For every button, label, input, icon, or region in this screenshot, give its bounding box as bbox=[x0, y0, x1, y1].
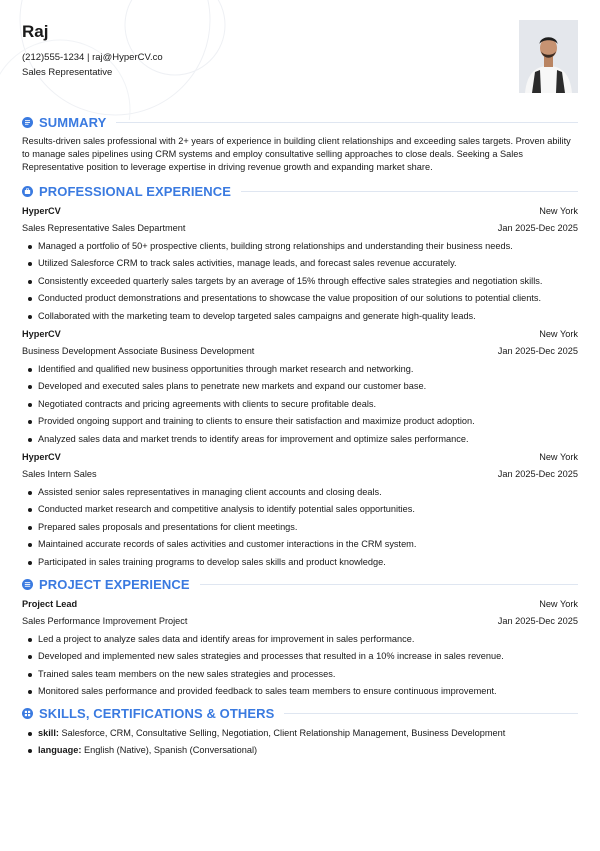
bullet-dot-icon bbox=[28, 368, 32, 372]
bullet-item bbox=[22, 631, 578, 649]
project-header bbox=[22, 596, 578, 614]
briefcase-icon bbox=[22, 186, 33, 197]
section-divider bbox=[200, 584, 578, 585]
bullet-item bbox=[22, 666, 578, 684]
bullet-item bbox=[22, 536, 578, 554]
bullet-text: Provided ongoing support and training to clients to ensure their satisfaction and maximize product adoption. bbox=[38, 416, 475, 427]
bullet-item bbox=[22, 431, 578, 449]
bullet-dot-icon bbox=[28, 280, 32, 284]
bullet-text: Developed and executed sales plans to penetrate new markets and expand our customer base. bbox=[38, 381, 427, 392]
bullet-dot-icon bbox=[28, 526, 32, 530]
bullet-item bbox=[22, 378, 578, 396]
job-header bbox=[22, 326, 578, 344]
bullet-text: Utilized Salesforce CRM to track sales activities, manage leads, and forecast sales revenue accurately. bbox=[38, 258, 457, 269]
section-header bbox=[22, 111, 578, 133]
bullet-dot-icon bbox=[28, 385, 32, 389]
bullet-text: Participated in sales training programs to develop sales skills and product knowledge. bbox=[38, 556, 386, 567]
bullet-item bbox=[22, 361, 578, 379]
bullet-dot-icon bbox=[28, 508, 32, 512]
section-divider bbox=[116, 122, 578, 123]
bullet-text: Analyzed sales data and market trends to identify areas for improvement and optimize sales performance. bbox=[38, 433, 469, 444]
bullet-dot-icon bbox=[28, 561, 32, 565]
job-entry bbox=[22, 326, 578, 449]
bullet-item bbox=[22, 413, 578, 431]
bullet-text: Conducted market research and competitive analysis to identify potential sales opportunities. bbox=[38, 504, 415, 515]
section-title: PROFESSIONAL EXPERIENCE bbox=[39, 184, 232, 200]
bullet-item bbox=[22, 255, 578, 273]
bullet-dot-icon bbox=[28, 315, 32, 319]
bullet-dot-icon bbox=[28, 245, 32, 249]
project-subheader bbox=[22, 613, 578, 631]
bullet-item bbox=[22, 683, 578, 701]
bullet-item bbox=[22, 519, 578, 537]
job-subheader bbox=[22, 466, 578, 484]
bullet-text: Managed a portfolio of 50+ prospective clients, building strong relationships and understanding their business needs. bbox=[38, 240, 513, 251]
project-icon bbox=[22, 579, 33, 590]
bullet-dot-icon bbox=[28, 262, 32, 266]
job-dates: Jan 2025-Dec 2025 bbox=[497, 346, 578, 357]
candidate-name: Raj bbox=[22, 22, 49, 41]
job-bullets bbox=[22, 361, 578, 449]
section-divider bbox=[241, 191, 578, 192]
bullet-dot-icon bbox=[28, 749, 32, 753]
bullet-dot-icon bbox=[28, 732, 32, 736]
company-name: HyperCV bbox=[22, 328, 61, 339]
job-position: Sales Representative Sales Department bbox=[22, 223, 186, 234]
bullet-item bbox=[22, 396, 578, 414]
bullet-text: Conducted product demonstrations and presentations to showcase the value proposition of our solutions to potential clients. bbox=[38, 293, 542, 304]
section-header bbox=[22, 703, 578, 725]
bullet-dot-icon bbox=[28, 297, 32, 301]
job-subheader bbox=[22, 343, 578, 361]
section-title: SUMMARY bbox=[39, 114, 107, 130]
job-position: Business Development Associate Business Development bbox=[22, 346, 255, 357]
job-location: New York bbox=[539, 451, 578, 462]
bullet-item bbox=[22, 554, 578, 572]
section-header bbox=[22, 181, 578, 203]
skill-item bbox=[22, 725, 578, 743]
project-location: New York bbox=[539, 598, 578, 609]
bullet-text: Developed and implemented new sales strategies and processes that resulted in a 10% increase in sales revenue. bbox=[38, 651, 504, 662]
skill-item bbox=[22, 742, 578, 760]
bullet-dot-icon bbox=[28, 673, 32, 677]
job-subheader bbox=[22, 220, 578, 238]
bullet-item bbox=[22, 290, 578, 308]
bullet-dot-icon bbox=[28, 403, 32, 407]
skills-section bbox=[22, 703, 578, 760]
job-dates: Jan 2025-Dec 2025 bbox=[497, 469, 578, 480]
project-section bbox=[22, 574, 578, 701]
profile-photo bbox=[519, 20, 578, 93]
project-bullets bbox=[22, 631, 578, 701]
bullet-dot-icon bbox=[28, 543, 32, 547]
skill-label: language: bbox=[38, 745, 82, 756]
bullet-text: Consistently exceeded quarterly sales targets by an average of 15% through effective sales strategies and negotiation skills. bbox=[38, 275, 543, 286]
job-location: New York bbox=[539, 328, 578, 339]
bullet-item bbox=[22, 238, 578, 256]
section-title: SKILLS, CERTIFICATIONS & OTHERS bbox=[39, 706, 275, 722]
contact-info: (212)555-1234 | raj@HyperCV.co bbox=[22, 52, 163, 63]
skill-label: skill: bbox=[38, 727, 59, 738]
bullet-dot-icon bbox=[28, 690, 32, 694]
job-bullets bbox=[22, 484, 578, 572]
bullet-dot-icon bbox=[28, 420, 32, 424]
job-entry bbox=[22, 449, 578, 572]
bullet-dot-icon bbox=[28, 655, 32, 659]
bullet-text: Trained sales team members on the new sales strategies and processes. bbox=[38, 668, 336, 679]
skill-value: Salesforce, CRM, Consultative Selling, Negotiation, Client Relationship Management, Business Development bbox=[61, 727, 506, 738]
summary-section bbox=[22, 111, 578, 175]
bullet-text: Monitored sales performance and provided feedback to sales team members to ensure continuous improvement. bbox=[38, 686, 497, 697]
bullet-item bbox=[22, 648, 578, 666]
company-name: HyperCV bbox=[22, 205, 61, 216]
job-header bbox=[22, 449, 578, 467]
person-photo-icon bbox=[519, 20, 578, 93]
document-icon bbox=[22, 117, 33, 128]
resume-header bbox=[22, 22, 492, 80]
bullet-dot-icon bbox=[28, 438, 32, 442]
job-location: New York bbox=[539, 205, 578, 216]
bullet-item bbox=[22, 501, 578, 519]
bullet-text: Collaborated with the marketing team to develop targeted sales campaigns and generate high-quality leads. bbox=[38, 310, 476, 321]
skill-value: English (Native), Spanish (Conversational) bbox=[83, 745, 258, 756]
bullet-item bbox=[22, 484, 578, 502]
project-dates: Jan 2025-Dec 2025 bbox=[497, 616, 578, 627]
bullet-item bbox=[22, 273, 578, 291]
job-position: Sales Intern Sales bbox=[22, 469, 97, 480]
resume-body bbox=[22, 109, 578, 760]
bullet-dot-icon bbox=[28, 491, 32, 495]
section-title: PROJECT EXPERIENCE bbox=[39, 577, 190, 593]
section-divider bbox=[284, 713, 578, 714]
job-dates: Jan 2025-Dec 2025 bbox=[497, 223, 578, 234]
project-role: Project Lead bbox=[22, 598, 78, 609]
experience-section bbox=[22, 181, 578, 572]
summary-text: Results-driven sales professional with 2+ years of experience in building client relationships and exceeding sales targets. Proven ability to manage sales pipelines using CRM systems and employ consultative selling approaches to close deals. Seeking a Sales Representative position to leverage expertise in driving revenue growth and expanding market share. bbox=[22, 136, 571, 173]
job-header bbox=[22, 203, 578, 221]
bullet-text: Identified and qualified new business opportunities through market research and networking. bbox=[38, 363, 414, 374]
bullet-dot-icon bbox=[28, 638, 32, 642]
bullet-text: Assisted senior sales representatives in managing client accounts and closing deals. bbox=[38, 486, 382, 497]
company-name: HyperCV bbox=[22, 451, 61, 462]
bullet-text: Prepared sales proposals and presentations for client meetings. bbox=[38, 521, 298, 532]
bullet-text: Maintained accurate records of sales activities and customer interactions in the CRM system. bbox=[38, 539, 417, 550]
project-entry bbox=[22, 596, 578, 701]
bullet-text: Negotiated contracts and pricing agreements with clients to secure profitable deals. bbox=[38, 398, 377, 409]
candidate-role: Sales Representative bbox=[22, 67, 113, 78]
job-entry bbox=[22, 203, 578, 326]
section-header bbox=[22, 574, 578, 596]
skills-list bbox=[22, 725, 578, 760]
job-bullets bbox=[22, 238, 578, 326]
project-name: Sales Performance Improvement Project bbox=[22, 616, 188, 627]
grid-icon bbox=[22, 708, 33, 719]
bullet-item bbox=[22, 308, 578, 326]
bullet-text: Led a project to analyze sales data and identify areas for improvement in sales performance. bbox=[38, 633, 415, 644]
